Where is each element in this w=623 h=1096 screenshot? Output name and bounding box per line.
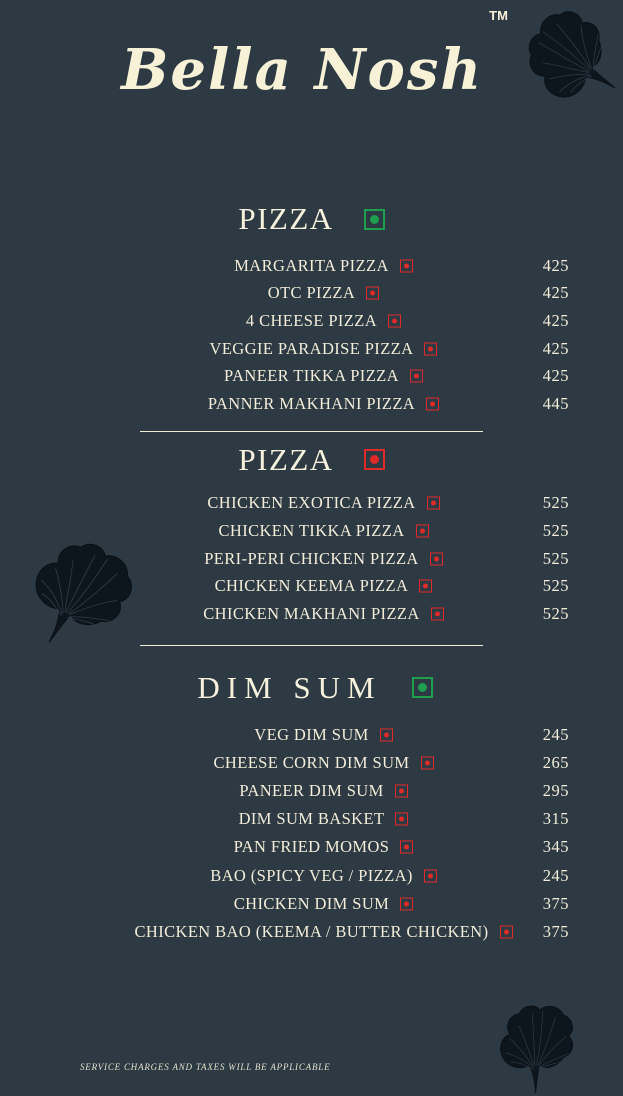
item-name: PANEER DIM SUM: [239, 781, 384, 800]
item-price: 245: [542, 724, 569, 744]
menu-item: [0, 252, 623, 280]
item-price: 425: [542, 338, 569, 358]
menu-sections: [0, 198, 623, 946]
item-name-wrap: [254, 725, 368, 745]
diet-mark-dot: [423, 584, 428, 589]
item-name: DIM SUM BASKET: [238, 809, 385, 829]
menu-item: [0, 805, 623, 833]
veg-mark-icon: [364, 209, 385, 230]
menu-item: [0, 918, 623, 946]
item-price: 425: [542, 255, 569, 275]
diet-mark-dot: [370, 291, 375, 296]
item-name-wrap: [203, 604, 419, 624]
diet-mark-dot: [370, 455, 379, 464]
item-name-wrap: [134, 922, 488, 942]
item-name: PERI-PERI CHICKEN PIZZA: [204, 548, 419, 568]
diet-mark-dot: [418, 683, 427, 692]
item-name-wrap: [224, 366, 399, 386]
item-price: 425: [542, 310, 569, 330]
item-price: 265: [542, 752, 569, 772]
section-title: PIZZA: [238, 441, 334, 477]
item-price: 525: [542, 520, 569, 540]
item-name: 4 CHEESE PIZZA: [245, 310, 378, 330]
diet-mark-dot: [404, 263, 409, 268]
item-name-wrap: [268, 283, 355, 303]
diet-mark-dot: [435, 611, 440, 616]
diet-mark-dot: [392, 318, 397, 323]
diet-mark-dot: [404, 901, 409, 906]
item-name-wrap: [234, 256, 389, 276]
diet-mark-dot: [399, 789, 404, 794]
item-name: OTC PIZZA: [267, 283, 356, 303]
diet-mark-dot: [425, 760, 430, 765]
section-divider: [140, 645, 483, 646]
item-name: PANNER MAKHANI PIZZA: [207, 393, 416, 413]
trademark-symbol: TM: [489, 8, 508, 23]
item-name-wrap: [246, 311, 377, 331]
menu-item: [0, 362, 623, 390]
section-title: PIZZA: [238, 201, 334, 236]
item-name: PAN FRIED MOMOS: [233, 837, 390, 857]
section-header: [0, 439, 623, 481]
menu-section: [0, 431, 623, 628]
section-divider: [140, 431, 483, 432]
diet-mark-dot: [431, 501, 436, 506]
item-name-wrap: [234, 894, 389, 914]
section-header: [0, 198, 623, 240]
leaf-ornament-bottom-right: [481, 1000, 592, 1096]
section-header: [0, 667, 623, 709]
menu-item: [0, 890, 623, 918]
item-name: BAO (SPICY VEG / PIZZA): [210, 865, 413, 885]
item-name: VEGGIE PARADISE PIZZA: [209, 338, 414, 358]
menu-item: [0, 545, 623, 573]
section-items: [0, 252, 623, 418]
item-name-wrap: [239, 781, 383, 801]
item-name-wrap: [218, 521, 404, 541]
menu-item: [0, 280, 623, 308]
nonveg-mark-icon: [364, 449, 385, 470]
diet-mark-dot: [430, 401, 435, 406]
section-items: [0, 490, 623, 628]
nonveg-mark-icon: [500, 925, 513, 938]
menu-item: [0, 390, 623, 418]
item-name: MARGARITA PIZZA: [234, 255, 389, 275]
item-name: CHICKEN MAKHANI PIZZA: [203, 603, 420, 623]
menu-item: [0, 307, 623, 335]
item-price: 525: [542, 493, 569, 513]
item-name-wrap: [239, 809, 385, 829]
veg-mark-icon: [412, 677, 433, 698]
menu-item: [0, 490, 623, 518]
diet-mark-dot: [428, 346, 433, 351]
item-price: 525: [542, 548, 569, 568]
diet-mark-dot: [370, 215, 379, 224]
item-name: CHICKEN BAO (KEEMA / BUTTER CHICKEN): [134, 921, 489, 941]
item-name: CHEESE CORN DIM SUM: [213, 752, 410, 772]
item-name-wrap: [204, 549, 419, 569]
item-name: VEG DIM SUM: [254, 724, 369, 744]
menu-item: [0, 335, 623, 363]
item-name: CHICKEN TIKKA PIZZA: [218, 520, 405, 540]
item-name-wrap: [234, 837, 390, 857]
item-name-wrap: [210, 339, 414, 359]
menu-item: [0, 517, 623, 545]
menu-item: [0, 600, 623, 628]
menu-section: [0, 198, 623, 418]
item-name-wrap: [214, 753, 410, 773]
item-price: 425: [542, 366, 569, 386]
diet-mark-dot: [434, 556, 439, 561]
item-price: 525: [542, 603, 569, 623]
brand-logo: [0, 0, 623, 118]
menu-item: [0, 777, 623, 805]
menu-item: [0, 833, 623, 861]
menu-item: [0, 721, 623, 749]
diet-mark-dot: [504, 929, 509, 934]
item-price: 445: [542, 393, 569, 413]
brand-name: Bella Nosh: [121, 37, 484, 103]
diet-mark-dot: [420, 528, 425, 533]
item-name: PANEER TIKKA PIZZA: [224, 366, 399, 386]
item-name-wrap: [207, 493, 415, 513]
section-title: DIM SUM: [197, 669, 382, 705]
menu-item: [0, 861, 623, 889]
menu-section: [0, 645, 623, 947]
item-price: 375: [542, 893, 569, 913]
item-name: CHICKEN KEEMA PIZZA: [214, 576, 409, 596]
item-price: 345: [542, 837, 569, 857]
diet-mark-dot: [428, 873, 433, 878]
item-name: CHICKEN DIM SUM: [233, 893, 390, 913]
menu-item: [0, 572, 623, 600]
diet-mark-dot: [404, 845, 409, 850]
section-items: [0, 721, 623, 947]
item-price: 525: [542, 576, 569, 596]
item-price: 295: [542, 781, 569, 800]
item-price: 315: [542, 809, 569, 829]
item-name-wrap: [215, 576, 409, 596]
footer-note: SERVICE CHARGES AND TAXES WILL BE APPLICABLE: [80, 1062, 331, 1072]
item-name-wrap: [208, 394, 415, 414]
diet-mark-dot: [384, 732, 389, 737]
diet-mark-dot: [399, 817, 404, 822]
menu-item: [0, 749, 623, 777]
item-price: 375: [542, 921, 569, 941]
item-name: CHICKEN EXOTICA PIZZA: [207, 493, 416, 513]
item-price: 245: [542, 865, 569, 885]
item-name-wrap: [210, 866, 413, 886]
nonveg-mark-icon: [400, 897, 413, 910]
diet-mark-dot: [414, 374, 419, 379]
item-price: 425: [542, 283, 569, 303]
